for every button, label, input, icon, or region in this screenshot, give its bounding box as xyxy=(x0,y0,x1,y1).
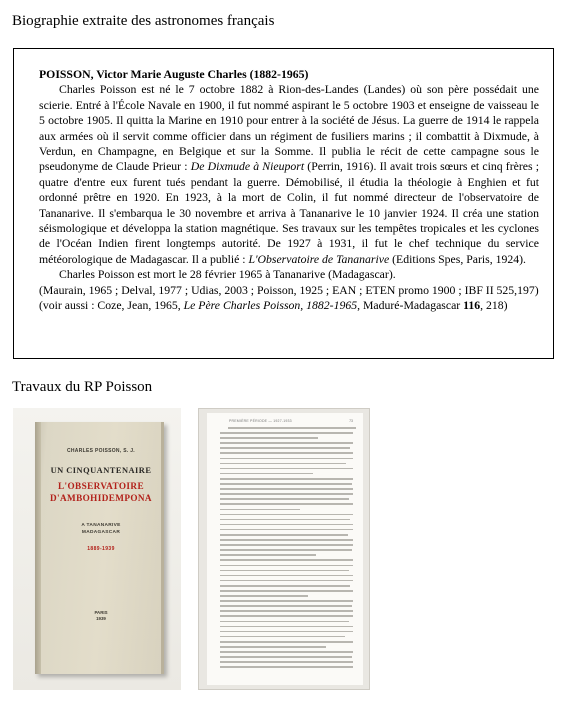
scanned-text-line xyxy=(220,544,353,546)
scanned-text-line xyxy=(220,565,353,567)
scanned-text-line xyxy=(220,452,353,454)
scanned-text-line xyxy=(220,590,353,592)
biography-paragraph-2: Charles Poisson est mort le 28 février 1965 à Tananarive (Madagascar). xyxy=(59,268,396,282)
book-title-observatoire-line: L'OBSERVATOIRE xyxy=(58,481,144,491)
scanned-text-line xyxy=(220,631,353,633)
scanned-text-line xyxy=(220,585,350,587)
scanned-text-line xyxy=(220,626,353,628)
scanned-text-line xyxy=(220,615,353,617)
see-also-volume: 116 xyxy=(463,299,481,313)
book-title-observatoire: L'Observatoire de Tananarive xyxy=(248,252,390,266)
scanned-text-line xyxy=(220,524,353,526)
scanned-text-line xyxy=(220,503,353,505)
biography-see-also xyxy=(39,298,539,313)
bio-text-1c: (Editions Spes, Paris, 1924). xyxy=(389,252,526,266)
biography-heading: Biographie extraite des astronomes français xyxy=(12,13,275,29)
see-also-text-b: , Maduré-Madagascar xyxy=(357,299,464,313)
biography-name: POISSON, Victor Marie Auguste Charles (1882-1965) xyxy=(39,68,309,81)
scanned-text-line xyxy=(220,478,353,480)
scanned-text-line xyxy=(220,442,353,444)
scanned-text-line xyxy=(220,437,318,439)
scanned-text-line xyxy=(220,432,353,434)
book-title-line-1: UN CINQUANTENAIRE xyxy=(50,466,152,475)
scanned-text-line xyxy=(220,641,353,643)
scanned-text-line xyxy=(220,529,353,531)
book-publisher-city: PARIS xyxy=(94,610,108,615)
see-also-title: Le Père Charles Poisson, 1882-1965 xyxy=(183,299,358,313)
book-place xyxy=(41,522,161,536)
book-publisher xyxy=(41,610,161,622)
scanned-text-line xyxy=(220,463,346,465)
scanned-text-line xyxy=(220,595,308,597)
scanned-text-line xyxy=(220,610,353,612)
scanned-text-line xyxy=(220,509,300,511)
scanned-text-line xyxy=(220,646,326,648)
biography-paragraph-1 xyxy=(39,82,539,267)
book-title-line-2 xyxy=(41,480,161,504)
scanned-text-line xyxy=(220,661,353,663)
scanned-text-line xyxy=(220,580,353,582)
scanned-text-line xyxy=(220,514,353,516)
book-publisher-year: 1939 xyxy=(96,616,106,621)
scanned-page-header: PREMIÈRE PÉRIODE — 1927-1933 xyxy=(229,419,292,423)
scanned-text-line xyxy=(220,549,352,551)
scanned-text-line xyxy=(220,539,353,541)
scanned-text-line xyxy=(220,656,352,658)
scanned-text-line xyxy=(220,488,353,490)
scanned-text-line xyxy=(220,666,353,668)
scanned-text-line xyxy=(220,605,352,607)
book-cover xyxy=(35,422,164,674)
scanned-page-number: 73 xyxy=(349,419,353,423)
book-cover-photo xyxy=(13,408,181,690)
scanned-text-line xyxy=(220,473,313,475)
book-place-city: A TANANARIVE xyxy=(81,523,121,528)
scanned-text-line xyxy=(220,447,350,449)
book-author: CHARLES POISSON, S. J. xyxy=(66,448,135,454)
scanned-text-line xyxy=(220,570,349,572)
bio-text-1b: (Perrin, 1916). Il avait trois sœurs et cinq frères ; quatre d'entre eux furent tués pendant la guerre. Démobilisé, il étudia la théologie à Enghien et fut ordonné prêtre en 1920. En 1923, à la mort de Colin, il fut nommé directeur de l'observatoire de Tananarive. Il s'embarqua le 30 novembre et arriva à Tananarive le 10 janvier 1924. Il créa une station séismologique et développa la station magnétique. Ses travaux sur les tempêtes tropicales et les cyclones de l'Océan Indien firent longtemps autorité. De 1927 à 1931, il fut le chef technique du service météorologique de Madagascar. Il a publié : xyxy=(39,160,539,266)
scanned-text-line xyxy=(220,600,353,602)
biography-sources: (Maurain, 1965 ; Delval, 1977 ; Udias, 2003 ; Poisson, 1925 ; EAN ; ETEN promo 1900 ; IBF II 525,197) xyxy=(39,283,539,297)
scanned-text-line xyxy=(220,483,352,485)
scanned-text-line xyxy=(228,427,356,429)
scanned-text-line xyxy=(220,621,349,623)
book-place-country: MADAGASCAR xyxy=(81,530,121,535)
scanned-text-line xyxy=(220,534,348,536)
scanned-text-line xyxy=(220,559,353,561)
book-years: 1889-1939 xyxy=(87,546,115,552)
scanned-text-line xyxy=(220,468,353,470)
scanned-text-line xyxy=(220,458,353,460)
scanned-text-line xyxy=(220,636,345,638)
scanned-text-line xyxy=(220,493,353,495)
scanned-page xyxy=(207,413,363,685)
works-heading: Travaux du RP Poisson xyxy=(12,379,153,395)
bio-text-1a: Charles Poisson est né le 7 octobre 1882 à Rion-des-Landes (Landes) où son père possédait une scierie. Entré à l'École Navale en 1900, il fut nommé aspirant le 5 octobre 1903 et enseigne de vaisseau le 5 octobre 1905. Il quitta la Marine en 1910 pour entrer à la société de Jésus. La guerre de 1914 le rappela aux armées où il servit comme officier dans un régiment de fusiliers marins ; il combattit à Dixmude, à Verdun, en Champagne, en Belgique et sur la Somme. Il publia le récit de cette campagne sous le pseudonyme de Claude Prieur : xyxy=(39,83,539,174)
scanned-text-line xyxy=(220,575,353,577)
book-title-dixmude: De Dixmude à Nieuport xyxy=(190,160,305,174)
see-also-text-c: , 218) xyxy=(480,299,508,313)
scanned-text-line xyxy=(220,519,350,521)
scanned-text-line xyxy=(220,554,316,556)
see-also-text-a: (voir aussi : Coze, Jean, 1965, xyxy=(39,299,184,313)
scanned-text-line xyxy=(220,651,353,653)
scanned-page-photo xyxy=(198,408,370,690)
scanned-page-text-lines xyxy=(220,427,353,679)
book-title-ambohidempona-line: D'AMBOHIDEMPONA xyxy=(50,493,152,503)
biography-box xyxy=(13,48,554,359)
scanned-text-line xyxy=(220,498,349,500)
